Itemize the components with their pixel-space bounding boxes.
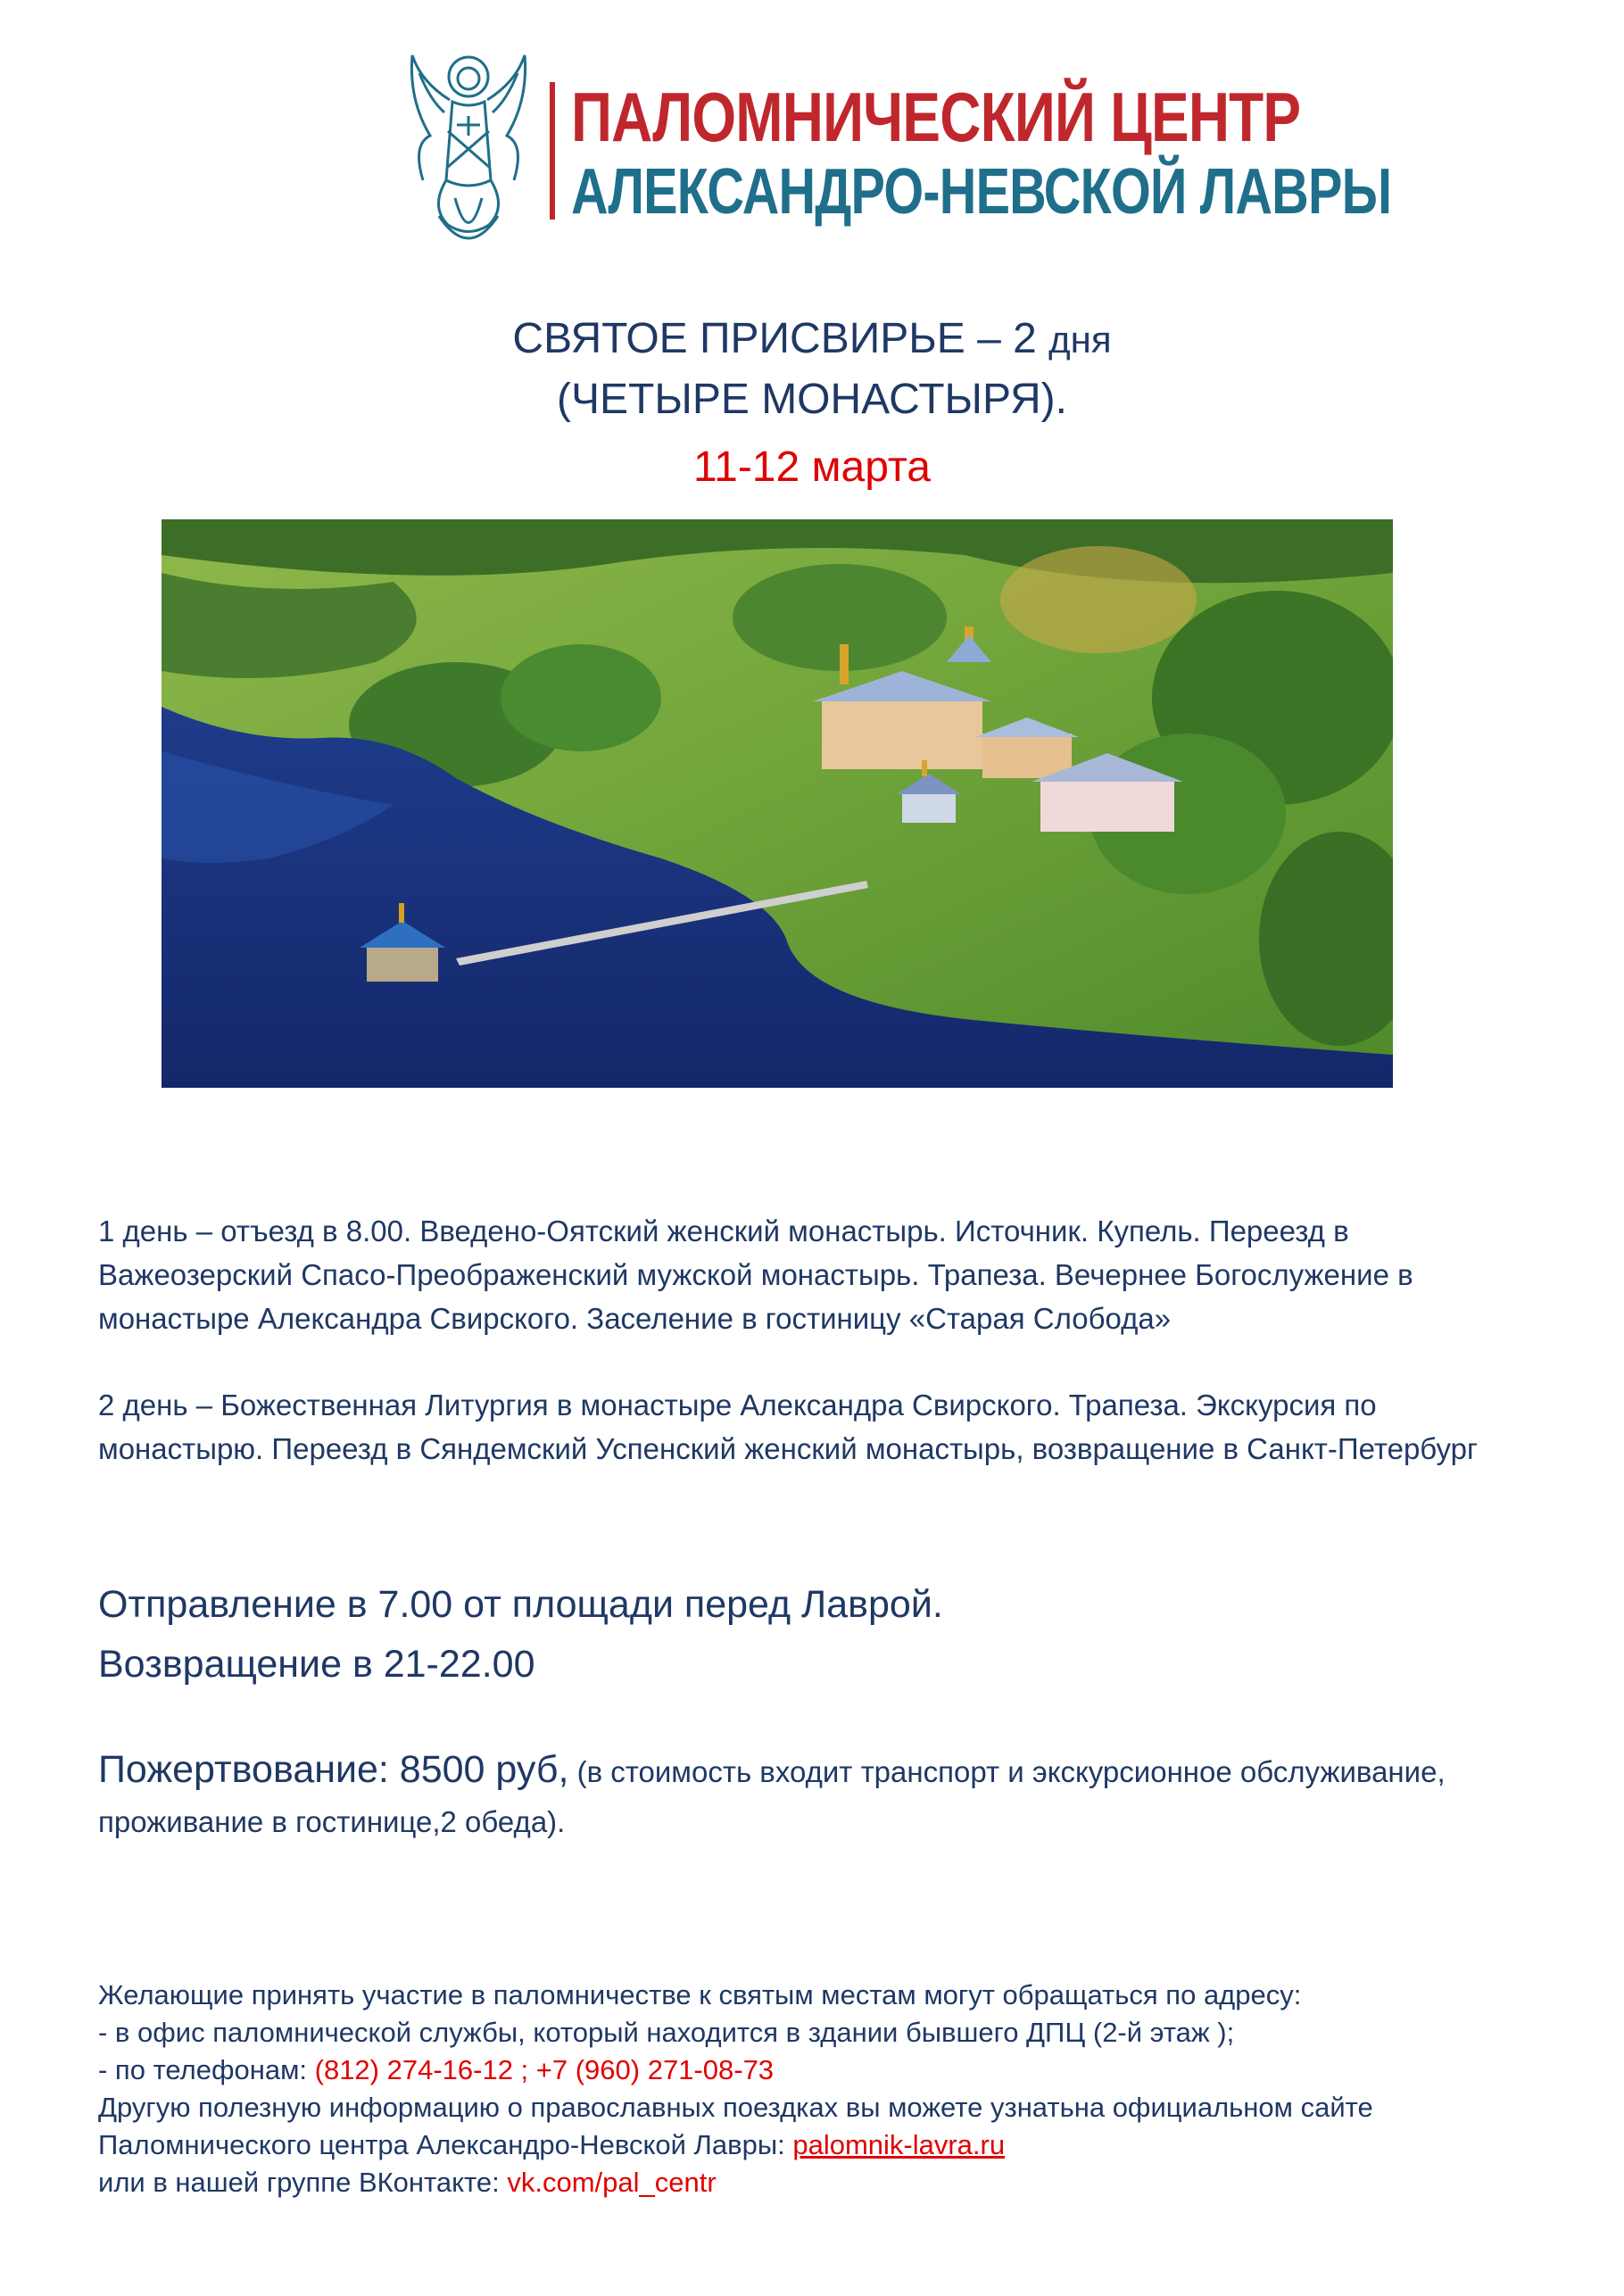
logo-divider (550, 82, 555, 220)
contacts-vk-line (98, 2164, 717, 2201)
contacts-vk-label: или в нашей группе ВКонтакте: (98, 2167, 508, 2198)
contacts-phones-label: - по телефонам: (98, 2054, 315, 2085)
contacts-intro: Желающие принять участие в паломничестве к святым местам могут обращаться по адресу: (98, 1979, 1302, 2010)
tour-title (0, 314, 1624, 363)
return-time: Возвращение в 21-22.00 (98, 1643, 535, 1686)
contacts-office: - в офис паломнической службы, который находится в здании бывшего ДПЦ (2-й этаж ); (98, 2017, 1235, 2048)
monastery-lake-photo (162, 519, 1393, 1088)
vk-link[interactable]: vk.com/pal_centr (507, 2167, 717, 2198)
departure-time: Отправление в 7.00 от площади перед Лаврой. (98, 1583, 943, 1626)
contacts-phones: (812) 274-16-12 ; +7 (960) 271-08-73 (314, 2054, 775, 2085)
program-day2: 2 день – Божественная Литургия в монастыре Александра Свирского. Трапеза. Экскурсия по монастырю. Переезд в Сяндемский Успенский женский монастырь, возвращение в Санкт-Петербург (98, 1388, 1478, 1465)
donation-amount: Пожертвование: 8500 руб, (98, 1748, 569, 1791)
donation-details: (в стоимость входит транспорт и экскурсионное обслуживание, проживание в гостинице,2 обеда). (98, 1755, 1446, 1838)
tour-title-main: СВЯТОЕ ПРИСВИРЬЕ – 2 (512, 315, 1049, 362)
contacts-phones-line (98, 2051, 774, 2089)
tour-title-days: дня (1048, 319, 1112, 361)
org-name-line1: ПАЛОМНИЧЕСКИЙ ЦЕНТР (571, 78, 1301, 156)
site-link[interactable]: palomnik-lavra.ru (792, 2129, 1006, 2160)
org-name-line2: АЛЕКСАНДРО-НЕВСКОЙ ЛАВРЫ (571, 156, 1392, 228)
contacts-info: Другую полезную информацию о православных поездках вы можете узнатьна официальном сайте (98, 2092, 1373, 2123)
tour-date: 11-12 марта (692, 443, 931, 491)
angel-emblem-icon (403, 46, 534, 253)
program-day1: 1 день – отъезд в 8.00. Введено-Оятский женский монастырь. Источник. Купель. Переезд в Важеозерский Спасо-Преображенский мужской монастырь. Трапеза. Вечернее Богослужение в монастыре Александра Свирского. Заселение в гостиницу «Старая Слобода» (98, 1214, 1413, 1335)
contacts-site-line (98, 2126, 1005, 2164)
donation-info (98, 1745, 1562, 1847)
contacts-site-label: Паломнического центра Александро-Невской Лавры: (98, 2129, 793, 2160)
tour-subtitle: (ЧЕТЫРЕ МОНАСТЫРЯ). (557, 376, 1067, 423)
